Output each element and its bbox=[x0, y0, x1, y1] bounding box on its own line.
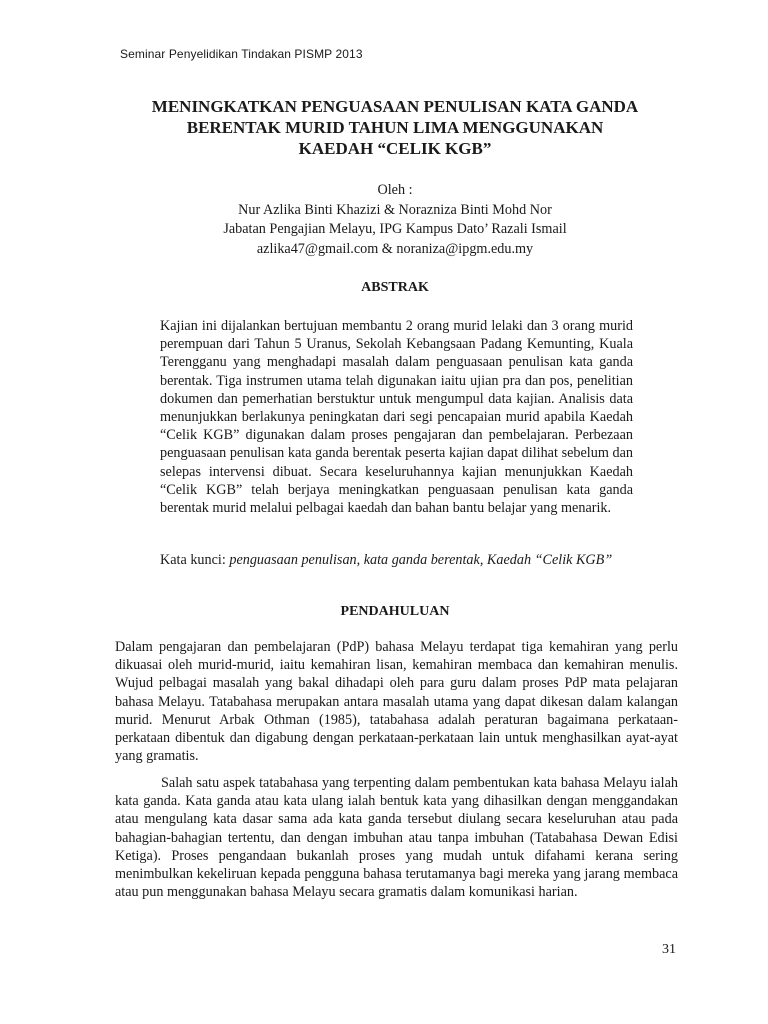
introduction-heading: PENDAHULUAN bbox=[340, 604, 450, 619]
running-header: Seminar Penyelidikan Tindakan PISMP 2013 bbox=[120, 47, 363, 61]
oleh-label: Oleh : bbox=[377, 182, 413, 198]
title-line: BERENTAK MURID TAHUN LIMA MENGGUNAKAN bbox=[186, 118, 604, 137]
paper-title bbox=[100, 96, 690, 159]
paragraph: Dalam pengajaran dan pembelajaran (PdP) bahasa Melayu terdapat tiga kemahiran yang perlu dikuasai oleh murid-murid, iaitu kemahiran lisan, kemahiran membaca dan kemahiran menulis. Wujud pelbagai masalah yang bakal dihadapi oleh para guru dalam proses PdP mata pelajaran bahasa Melayu. Tatabahasa merupakan antara masalah utama yang dapat dikesan dalam kalangan murid. Menurut Arbak Othman (1985), tatabahasa adalah peraturan bagaimana perkataan-perkataan dibentuk dan digabung dengan perkataan-perkataan lain untuk menghasilkan ayat-ayat yang gramatis. bbox=[115, 639, 678, 765]
abstract-text: Kajian ini dijalankan bertujuan membantu 2 orang murid lelaki dan 3 orang murid perempuan dari Tahun 5 Uranus, Sekolah Kebangsaan Padang Kemunting, Kuala Terengganu yang menghadapi masalah dalam penguasaan penulisan kata ganda berentak. Tiga instrumen utama telah digunakan iaitu ujian pra dan pos, penelitian dokumen dan pemerhatian berstuktur untuk mengumpul data kajian. Analisis data menunjukkan berlakunya peningkatan dari segi pencapaian murid apabila Kaedah “Celik KGB” digunakan dalam proses pengajaran dan pembelajaran. Perbezaan penguasaan penulisan kata ganda berentak peserta kajian dapat dilihat sebelum dan selepas intervensi dibuat. Secara keseluruhannya kajian menunjukkan Kaedah “Celik KGB” telah berjaya meningkatkan penguasaan penulisan kata ganda berentak murid melalui pelbagai kaedah dan bahan bantu belajar yang menarik. bbox=[160, 318, 633, 517]
keywords bbox=[160, 551, 633, 569]
title-line: KAEDAH “CELIK KGB” bbox=[298, 139, 492, 158]
keywords-list: penguasaan penulisan, kata ganda berentak, Kaedah “Celik KGB” bbox=[229, 552, 613, 568]
paragraph: Salah satu aspek tatabahasa yang terpenting dalam pembentukan kata bahasa Melayu ialah kata ganda. Kata ganda atau kata ulang ialah bentuk kata yang dihasilkan dengan menggandakan atau mengulang kata dasar sama ada kata ganda tersebut diulang secara keseluruhan atau pada bahagian-bahagian tertentu, dan dengan imbuhan atau tanpa imbuhan (Tatabahasa Dewan Edisi Ketiga). Proses pengandaan bukanlah proses yang mudah untuk difahami kerana sering menimbulkan kekeliruan kepada pengguna bahasa terutamanya bagi mereka yang jarang membaca atau pun menggunakan bahasa Melayu secara gramatis dalam komunikasi harian. bbox=[115, 775, 678, 901]
page-number: 31 bbox=[662, 942, 676, 957]
author-emails: azlika47@gmail.com & noraniza@ipgm.edu.my bbox=[256, 240, 534, 257]
title-line: MENINGKATKAN PENGUASAAN PENULISAN KATA GANDA bbox=[151, 97, 639, 116]
keywords-label: Kata kunci: bbox=[160, 552, 226, 568]
authors: Nur Azlika Binti Khazizi & Norazniza Binti Mohd Nor bbox=[238, 201, 552, 218]
abstract-heading: ABSTRAK bbox=[361, 280, 429, 295]
byline bbox=[100, 181, 690, 259]
affiliation: Jabatan Pengajian Melayu, IPG Kampus Dato’ Razali Ismail bbox=[223, 221, 567, 237]
